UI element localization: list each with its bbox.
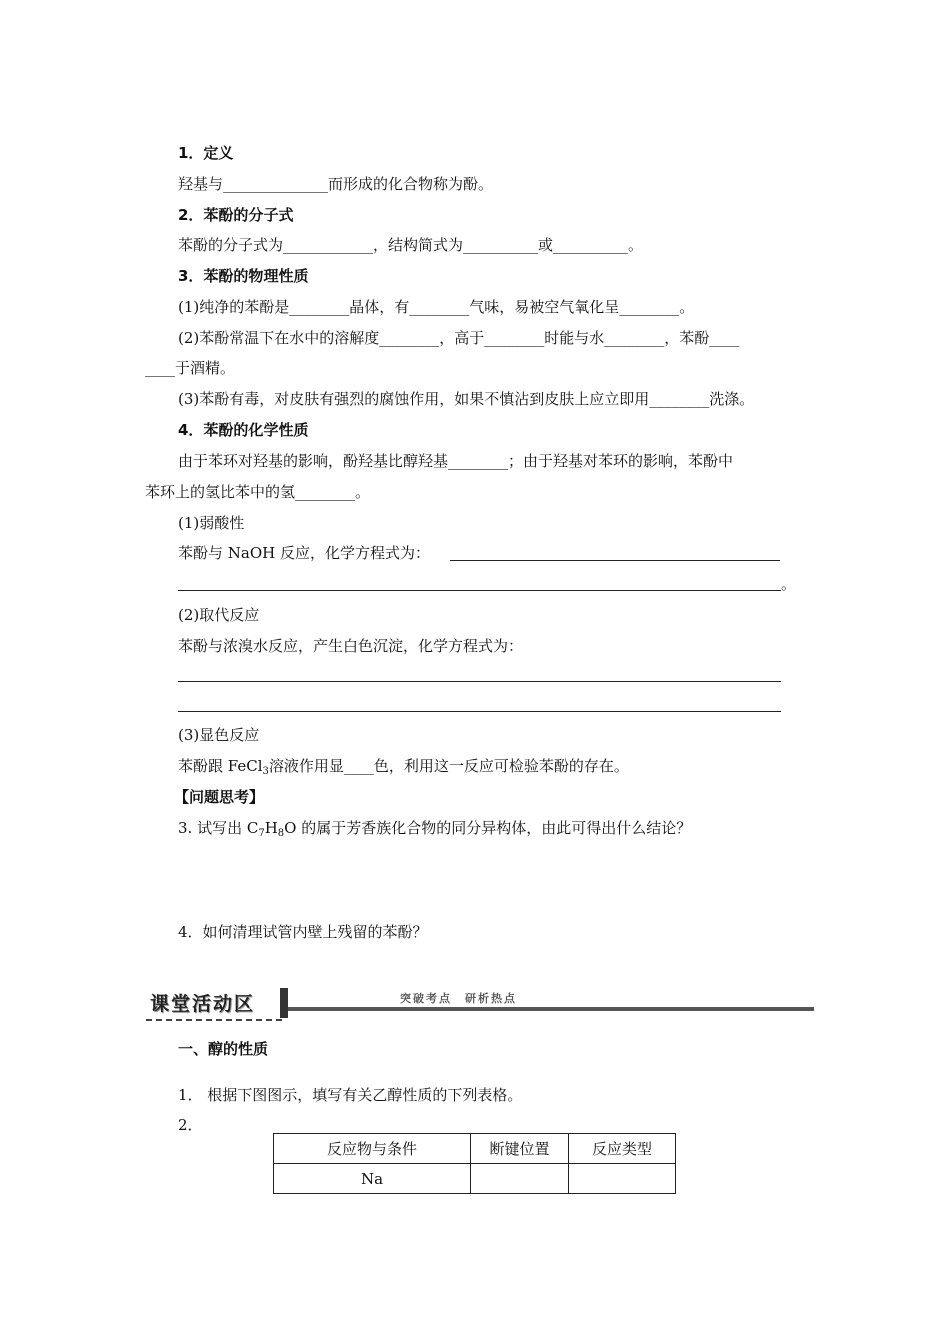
section-3-item-2-cont: ____于酒精。 bbox=[145, 359, 236, 377]
banner-rule bbox=[288, 1007, 814, 1011]
answer-line bbox=[178, 711, 781, 712]
substitution-title: (2)取代反应 bbox=[178, 606, 260, 624]
table-row bbox=[274, 1164, 676, 1194]
table-cell bbox=[569, 1164, 676, 1194]
section-1-title: 1．定义 bbox=[178, 144, 234, 162]
table-header-row bbox=[274, 1134, 676, 1164]
weak-acid-title: (1)弱酸性 bbox=[178, 514, 245, 532]
part-1-line-2: 2． bbox=[178, 1116, 203, 1134]
table-header: 反应物与条件 bbox=[274, 1134, 471, 1164]
banner-divider bbox=[280, 988, 288, 1018]
section-4-intro-2: 苯环上的氢比苯中的氢________。 bbox=[145, 483, 371, 501]
section-2-title: 2．苯酚的分子式 bbox=[178, 206, 294, 224]
color-reaction-text: 苯酚跟 FeCl$_3$溶液作用显____色，利用这一反应可检验苯酚的存在。 bbox=[178, 757, 629, 777]
section-3-item-1: (1)纯净的苯酚是________晶体，有________气味，易被空气氧化呈________。 bbox=[178, 298, 695, 316]
substitution-text: 苯酚与浓溴水反应，产生白色沉淀，化学方程式为： bbox=[178, 637, 524, 655]
section-4-intro-1: 由于苯环对羟基的影响，酚羟基比醇羟基________；由于羟基对苯环的影响，苯酚中 bbox=[178, 452, 734, 470]
think-title: 【问题思考】 bbox=[174, 788, 265, 806]
table-header: 断键位置 bbox=[471, 1134, 569, 1164]
think-question-4: 4．如何清理试管内壁上残留的苯酚？ bbox=[178, 923, 428, 941]
table-cell: Na bbox=[274, 1164, 471, 1194]
weak-acid-text: 苯酚与 NaOH 反应，化学方程式为： bbox=[178, 544, 430, 562]
think-question-3: 3. 试写出 $C_7H_8O$ 的属于芳香族化合物的同分异构体，由此可得出什么结论？ bbox=[178, 819, 692, 839]
answer-line-period: 。 bbox=[781, 575, 797, 593]
section-3-item-2: (2)苯酚常温下在水中的溶解度________，高于________时能与水________，苯酚____ bbox=[178, 329, 740, 347]
banner-title: 课堂活动区 bbox=[150, 993, 256, 1015]
answer-line bbox=[178, 590, 781, 591]
table-header: 反应类型 bbox=[569, 1134, 676, 1164]
table-cell bbox=[471, 1164, 569, 1194]
ethanol-properties-table bbox=[273, 1133, 676, 1194]
banner-subtitle: 突破考点 研析热点 bbox=[400, 992, 517, 1005]
section-2-text: 苯酚的分子式为____________，结构简式为__________或__________。 bbox=[178, 236, 644, 254]
answer-line bbox=[450, 560, 780, 561]
part-1-line-1: 1． 根据下图图示，填写有关乙醇性质的下列表格。 bbox=[178, 1086, 523, 1104]
answer-line bbox=[178, 681, 781, 682]
section-3-item-3: (3)苯酚有毒，对皮肤有强烈的腐蚀作用，如果不慎沾到皮肤上应立即用________洗涤。 bbox=[178, 390, 755, 408]
section-3-title: 3．苯酚的物理性质 bbox=[178, 267, 309, 285]
section-4-title: 4．苯酚的化学性质 bbox=[178, 421, 309, 439]
color-reaction-title: (3)显色反应 bbox=[178, 726, 260, 744]
section-1-text: 羟基与______________而形成的化合物称为酚。 bbox=[178, 175, 494, 193]
part-1-title: 一、醇的性质 bbox=[178, 1040, 269, 1058]
